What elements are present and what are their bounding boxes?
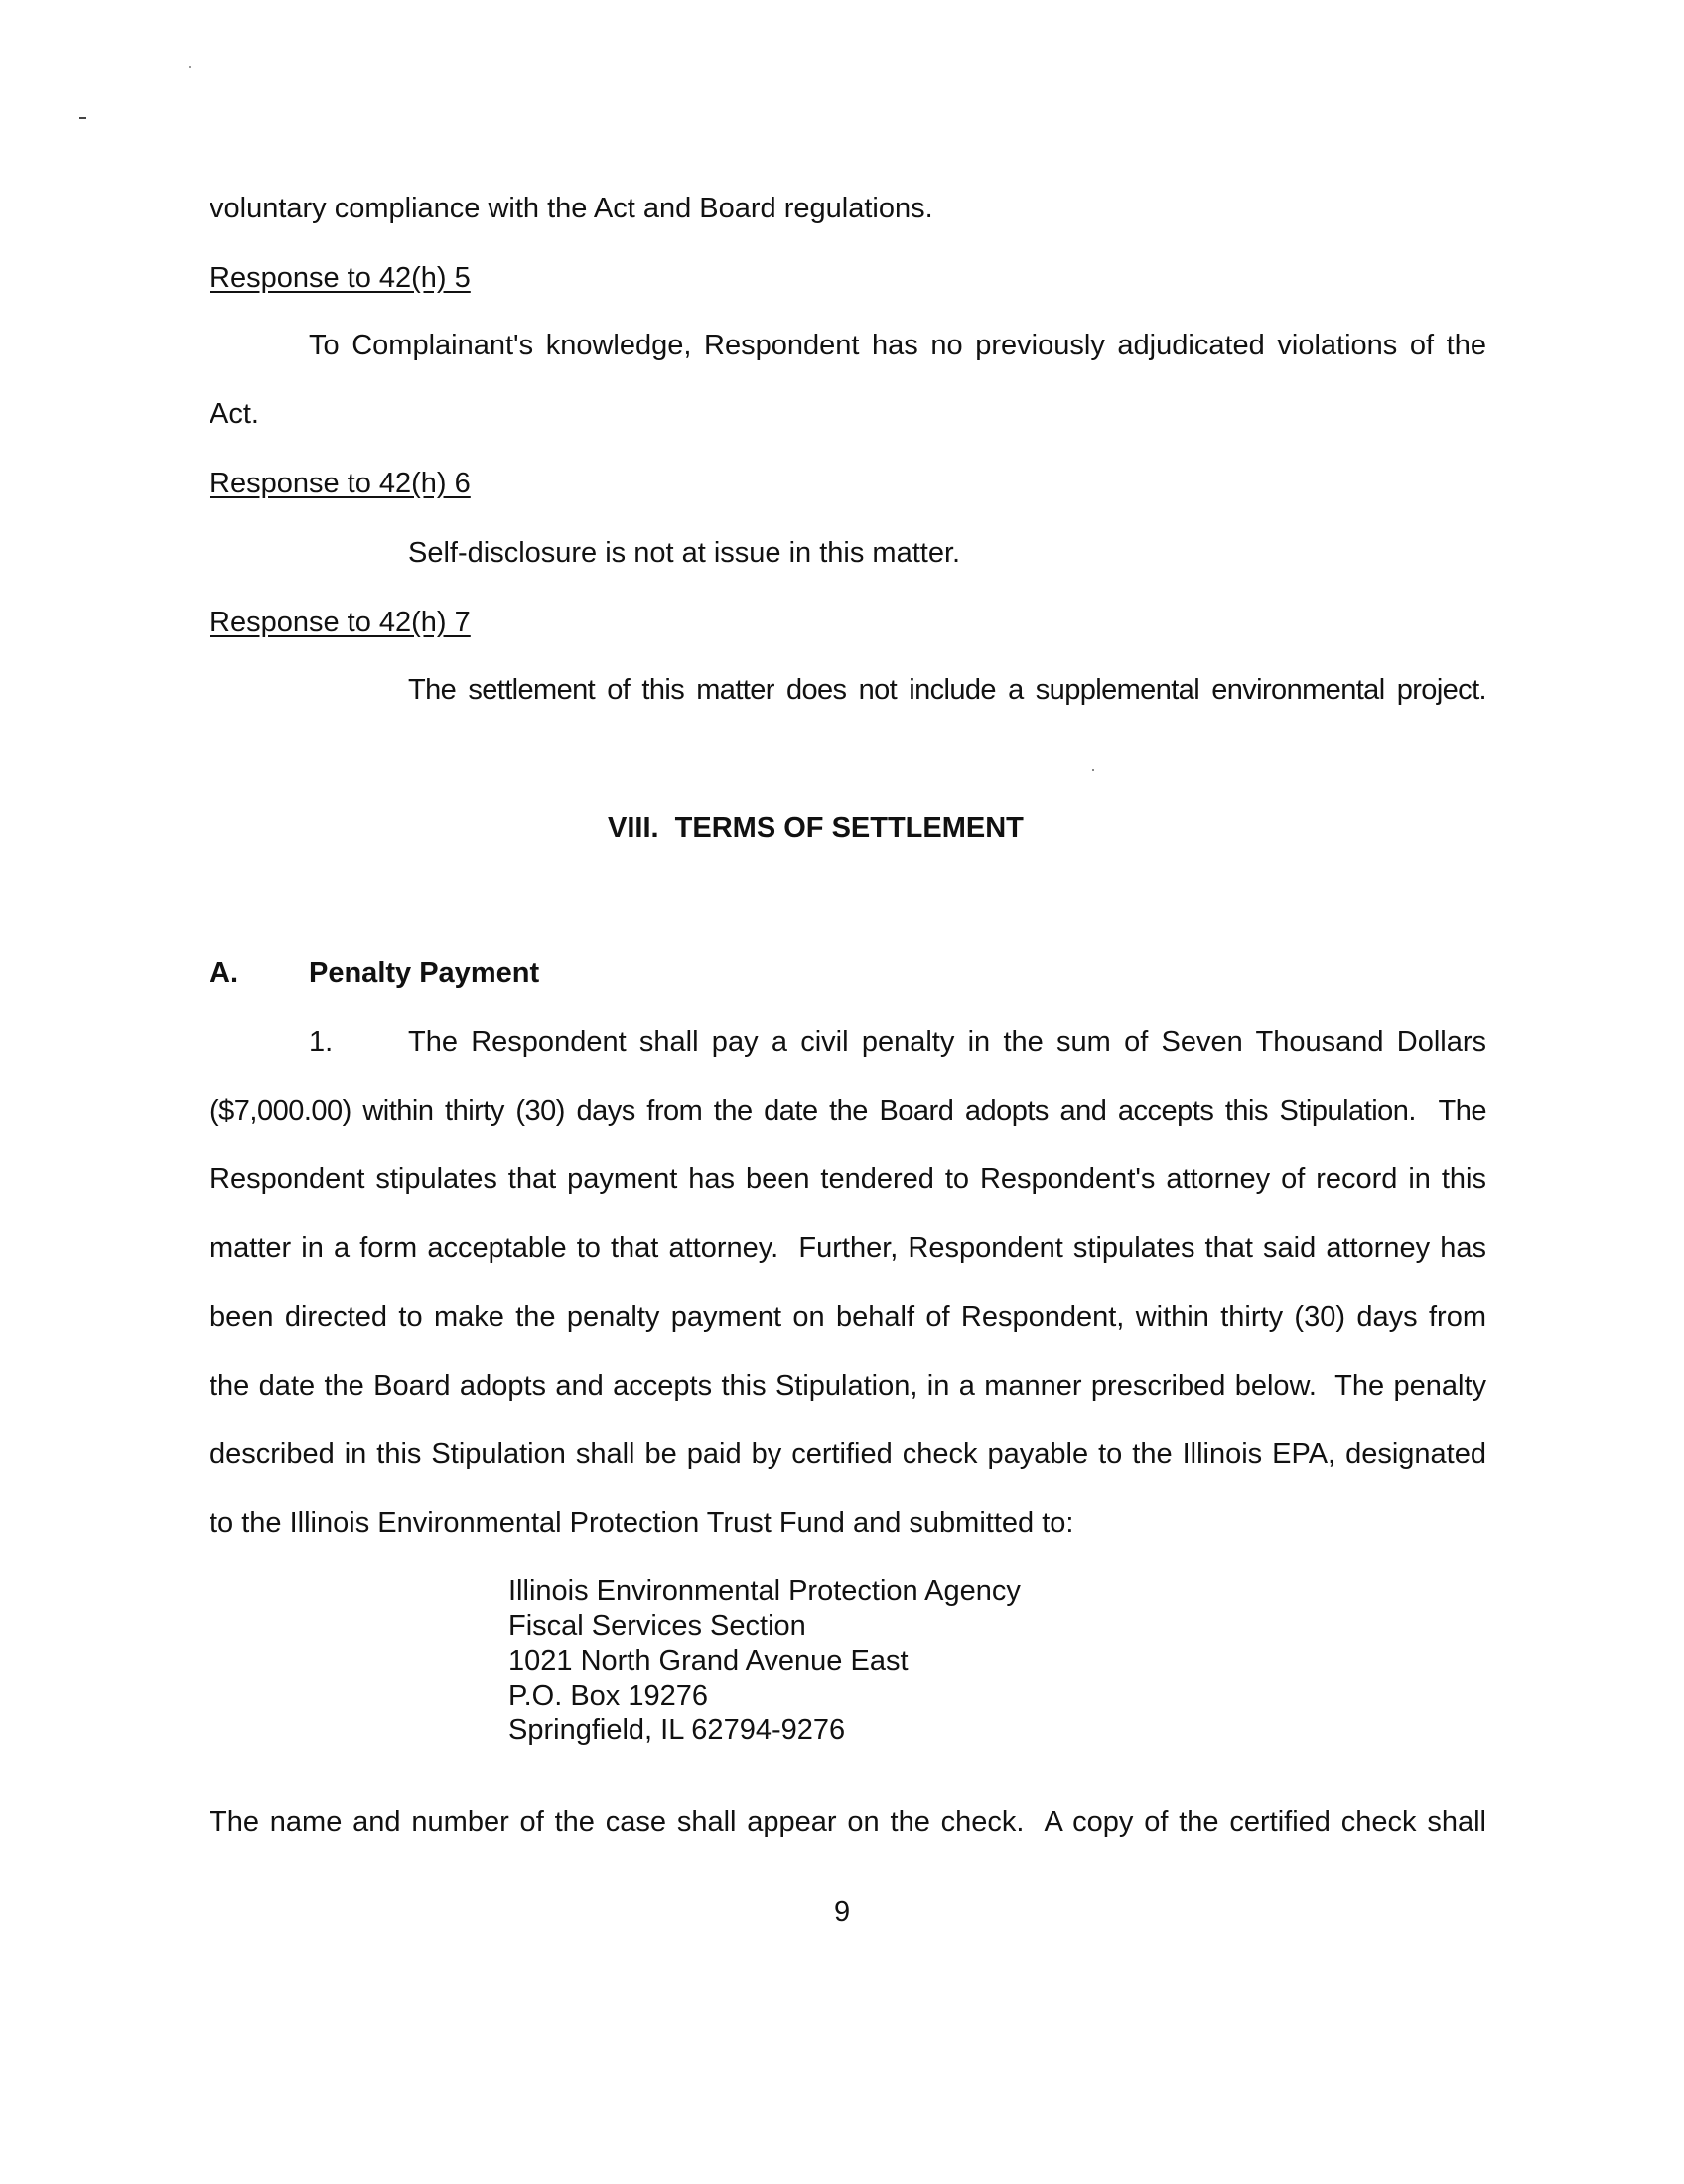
heading-response-42h-7: Response to 42(h) 7 [210,607,471,638]
paragraph-1-line-1: The Respondent shall pay a civil penalty in the sum of Seven Thousand Dollars [408,1026,1486,1058]
address-line: P.O. Box 19276 [508,1680,709,1711]
paragraph-42h-6: Self-disclosure is not at issue in this matter. [408,537,961,569]
item-number-1: 1. [309,1026,334,1058]
paragraph-42h-7: The settlement of this matter does not include a supplemental environmental project. [408,674,1486,706]
paragraph-42h-5-line-1: To Complainant's knowledge, Respondent has no previously adjudicated violations of the [309,330,1486,361]
heading-response-42h-5: Response to 42(h) 5 [210,262,471,294]
paragraph-1-line-2: ($7,000.00) within thirty (30) days from the date the Board adopts and accepts this Stipulation. The [210,1095,1486,1127]
paragraph-1-line-7: described in this Stipulation shall be paid by certified check payable to the Illinois EPA, designated [210,1438,1486,1470]
subsection-title-penalty-payment: Penalty Payment [309,957,540,989]
address-line: Springfield, IL 62794-9276 [508,1714,846,1746]
scan-speck [79,117,86,119]
paragraph-42h-5-line-2: Act. [210,398,259,430]
paragraph-1-line-3: Respondent stipulates that payment has been tendered to Respondent's attorney of record in this [210,1163,1486,1195]
address-line: 1021 North Grand Avenue East [508,1645,909,1677]
paragraph-1-line-8: to the Illinois Environmental Protection Trust Fund and submitted to: [210,1507,1074,1539]
paragraph-1-line-5: been directed to make the penalty payment on behalf of Respondent, within thirty (30) days from [210,1301,1486,1333]
scan-speck [1092,769,1094,771]
address-line: Fiscal Services Section [508,1610,806,1642]
final-line: The name and number of the case shall appear on the check. A copy of the certified check shall [210,1806,1486,1838]
subsection-letter: A. [210,957,238,989]
scan-speck [189,66,191,68]
paragraph-1-line-4: matter in a form acceptable to that attorney. Further, Respondent stipulates that said attorney has [210,1232,1486,1264]
paragraph-1-line-6: the date the Board adopts and accepts this Stipulation, in a manner prescribed below. The penalty [210,1370,1486,1402]
heading-response-42h-6: Response to 42(h) 6 [210,468,471,499]
text-line-voluntary: voluntary compliance with the Act and Board regulations. [210,193,933,224]
address-line: Illinois Environmental Protection Agency [508,1575,1021,1607]
mailing-address [508,1574,1021,1748]
section-title-terms-of-settlement: VIII. TERMS OF SETTLEMENT [608,812,1024,844]
page-number: 9 [834,1896,851,1928]
